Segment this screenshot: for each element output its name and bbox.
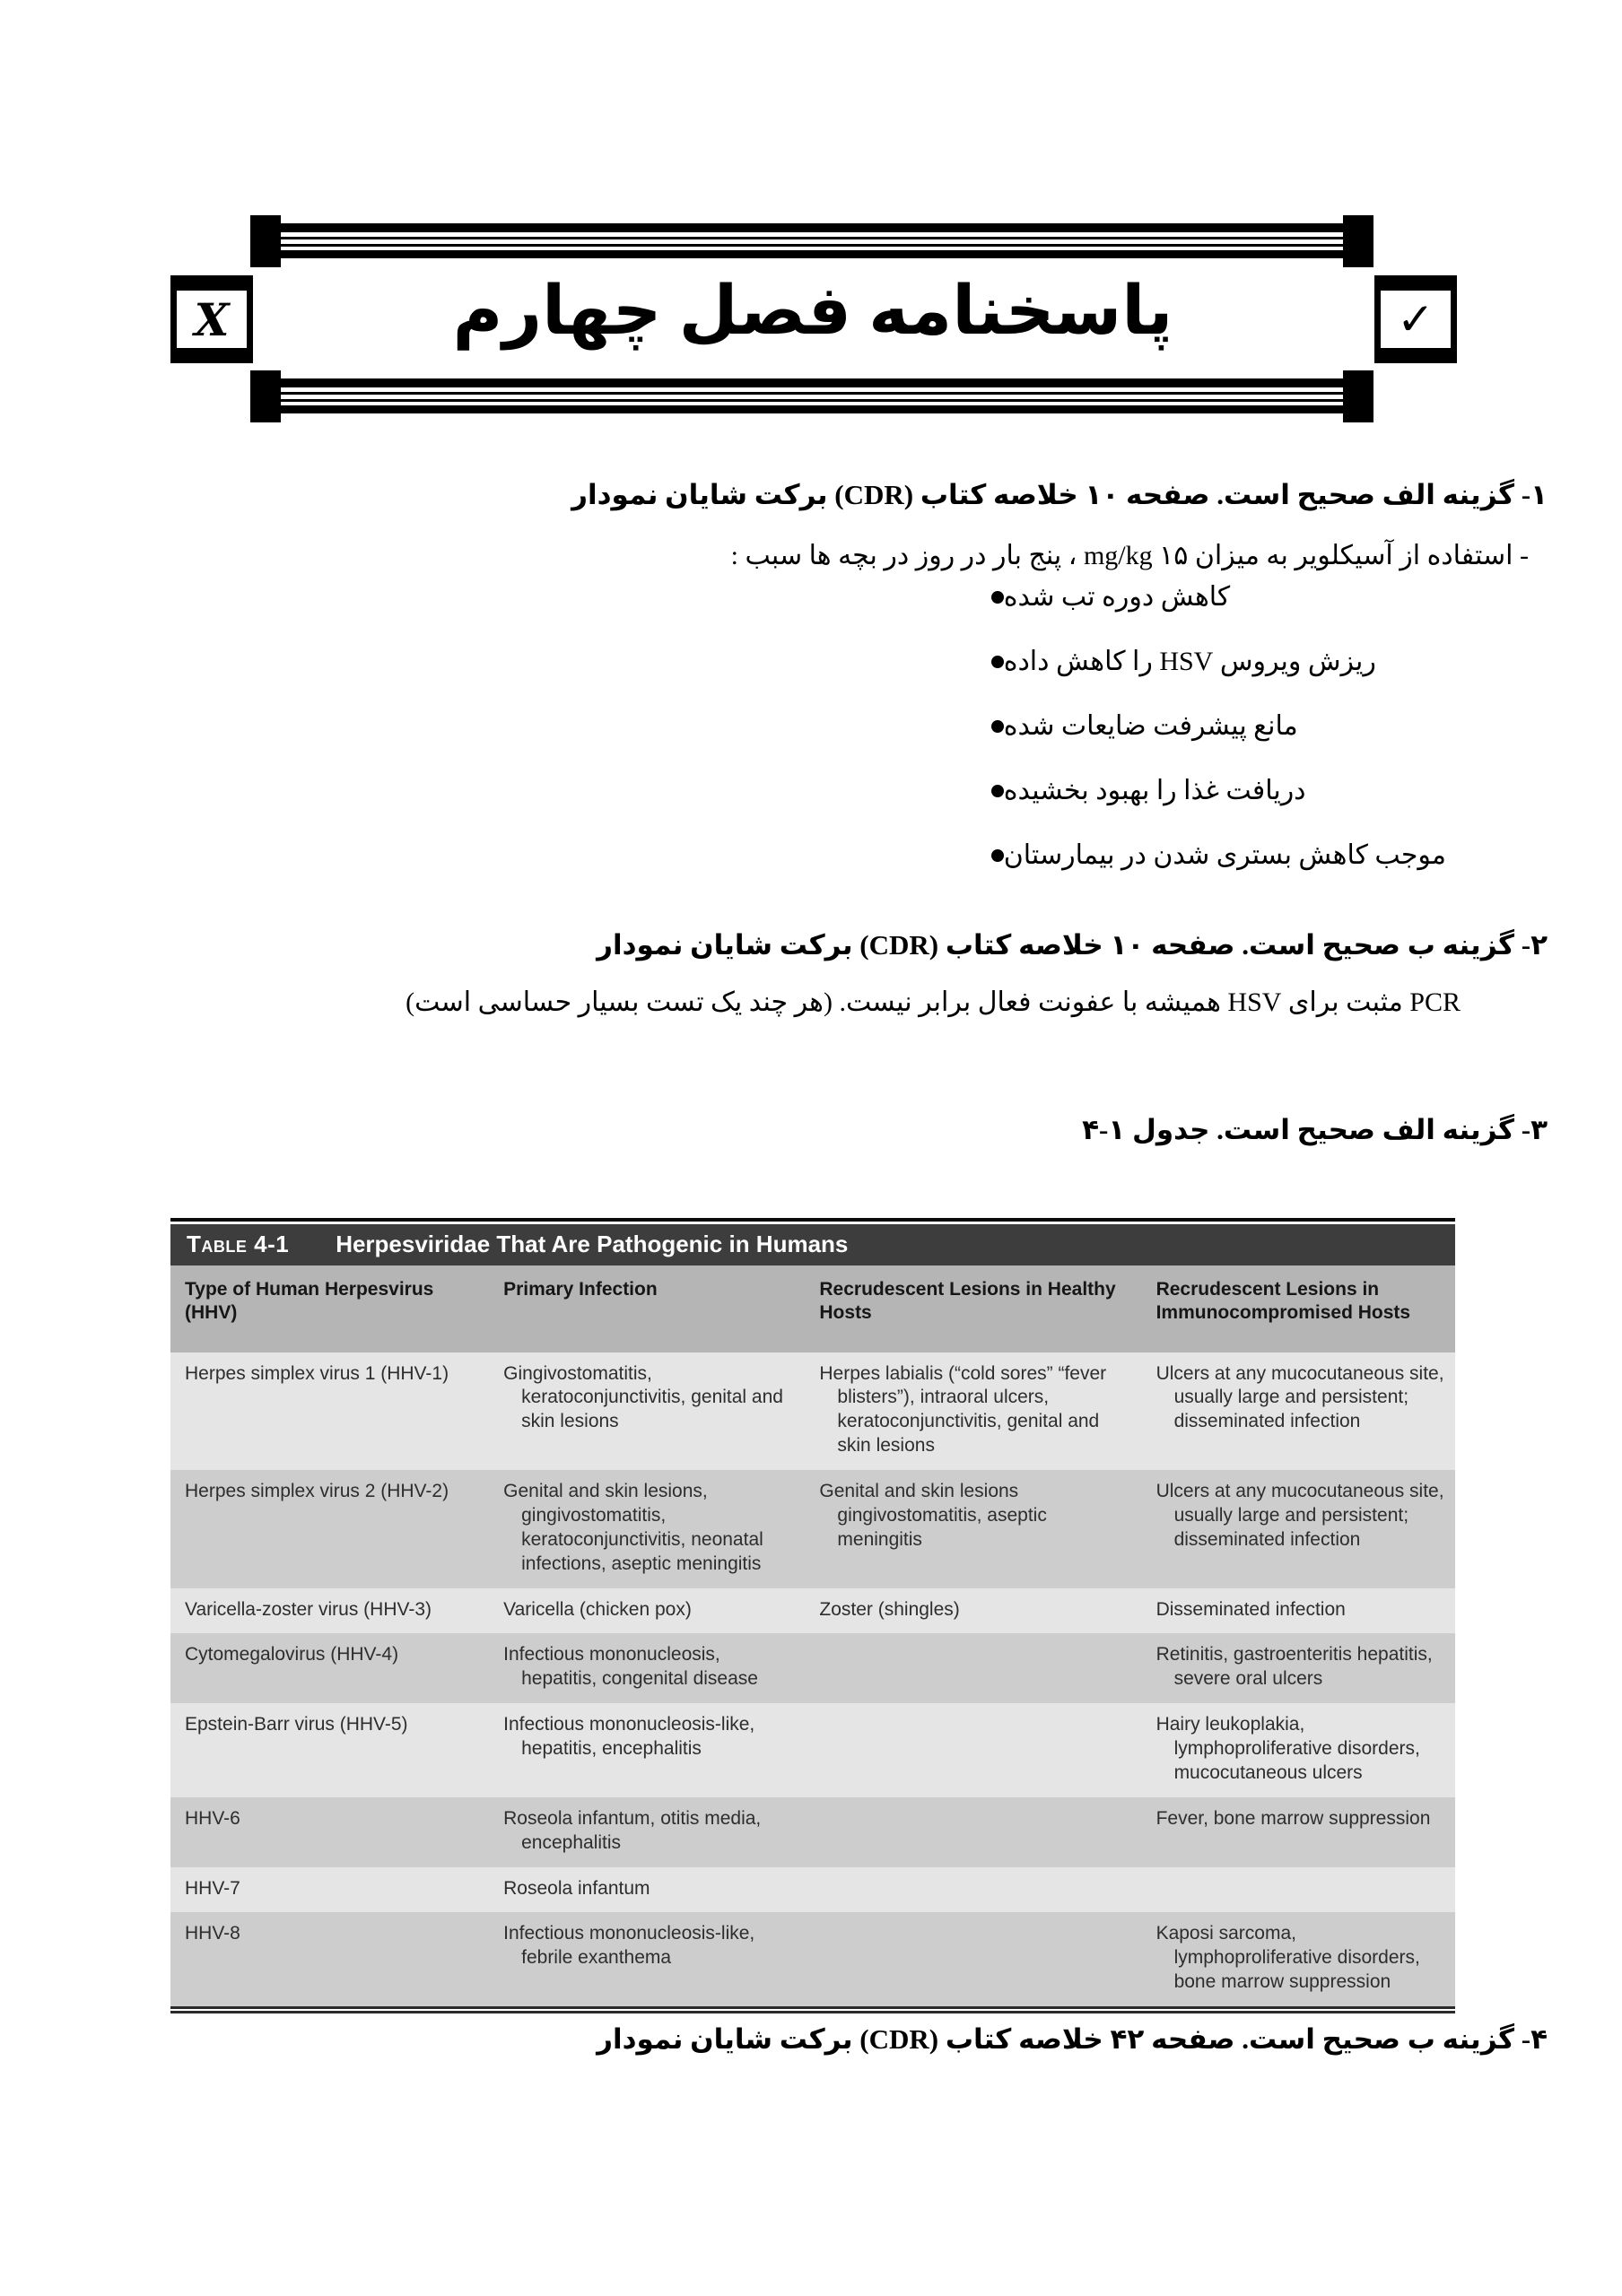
table-row xyxy=(170,1352,1455,1471)
answer-1-bullet-list xyxy=(975,581,1446,904)
answer-1-heading: ۱- گزینه الف صحیح است. صفحه ۱۰ خلاصه کتاب (CDR) برکت شایان نمودار xyxy=(571,479,1548,510)
cell: Varicella (chicken pox) xyxy=(503,1598,692,1620)
banner-bottom-rule xyxy=(269,378,1355,413)
table-row xyxy=(170,1588,1455,1634)
column-header: Recrudescent Lesions in Immunocompromised Hosts xyxy=(1142,1265,1455,1352)
bullet-icon xyxy=(991,785,1004,797)
banner-rule-cap xyxy=(250,215,281,267)
cell: Infectious mononucleosis-like, hepatitis, encephalitis xyxy=(503,1714,755,1759)
cell: Epstein-Barr virus (HHV-5) xyxy=(185,1714,408,1735)
bullet-text: دریافت غذا را بهبود بخشیده xyxy=(1003,776,1306,805)
check-box-icon xyxy=(1374,275,1457,363)
bullet-icon xyxy=(991,656,1004,668)
bullet-icon xyxy=(991,591,1004,604)
banner-rule-cap xyxy=(250,370,281,422)
bullet-text: موجب کاهش بستری شدن در بیمارستان xyxy=(1003,840,1446,870)
banner-top-rule xyxy=(269,223,1355,258)
cell: Retinitis, gastroenteritis hepatitis, severe oral ulcers xyxy=(1155,1644,1433,1690)
list-item xyxy=(975,581,1446,613)
table-row xyxy=(170,1867,1455,1913)
bullet-text: ریزش ویروس HSV را کاهش داده xyxy=(1003,647,1376,676)
column-header: Recrudescent Lesions in Healthy Hosts xyxy=(805,1265,1141,1352)
x-box-icon xyxy=(170,275,253,363)
answer-2-body: PCR مثبت برای HSV همیشه با عفونت فعال برابر نیست. (هر چند یک تست بسیار حساسی است) xyxy=(406,987,1461,1017)
table-row xyxy=(170,1703,1455,1797)
cell: Gingivostomatitis, keratoconjunctivitis, genital and skin lesions xyxy=(503,1362,783,1432)
cell: Infectious mononucleosis-like, febrile exanthema xyxy=(503,1923,755,1969)
table-label: Table 4-1 xyxy=(187,1231,290,1257)
column-header: Primary Infection xyxy=(489,1265,805,1352)
cell: Genital and skin lesions gingivostomatitis, aseptic meningitis xyxy=(819,1481,1047,1550)
table-title: Herpesviridae That Are Pathogenic in Humans xyxy=(336,1231,849,1257)
cell: Herpes simplex virus 2 (HHV-2) xyxy=(185,1481,449,1501)
herpesviridae-table xyxy=(170,1218,1455,2013)
cell: Kaposi sarcoma, lymphoproliferative disorders, bone marrow suppression xyxy=(1155,1923,1420,1993)
list-item xyxy=(975,646,1446,677)
cell: Herpes simplex virus 1 (HHV-1) xyxy=(185,1362,449,1384)
bullet-icon xyxy=(991,720,1004,733)
cell: HHV-6 xyxy=(185,1807,240,1829)
answer-4-heading: ۴- گزینه ب صحیح است. صفحه ۴۲ خلاصه کتاب (CDR) برکت شایان نمودار xyxy=(597,2023,1548,2055)
bullet-icon xyxy=(991,849,1004,862)
table-row xyxy=(170,1633,1455,1703)
cell: Genital and skin lesions, gingivostomatitis, keratoconjunctivitis, neonatal infections, aseptic meningitis xyxy=(503,1481,763,1574)
answer-3-heading: ۳- گزینه الف صحیح است. جدول ۱-۴ xyxy=(1082,1114,1548,1145)
list-item xyxy=(975,775,1446,806)
cell: Varicella-zoster virus (HHV-3) xyxy=(185,1598,432,1620)
bullet-text: مانع پیشرفت ضایعات شده xyxy=(1003,711,1298,741)
cell: Ulcers at any mucocutaneous site, usually large and persistent; disseminated infection xyxy=(1155,1481,1444,1550)
banner-rule-cap xyxy=(1343,215,1373,267)
table-titlebar xyxy=(170,1224,1455,1265)
page-title: پاسخنامه فصل چهارم xyxy=(452,274,1173,349)
bullet-text: کاهش دوره تب شده xyxy=(1003,582,1231,612)
cell: Herpes labialis (“cold sores” “fever blisters”), intraoral ulcers, keratoconjunctivitis, genital and skin lesions xyxy=(819,1362,1107,1457)
check-mark-icon: ✓ xyxy=(1397,293,1435,345)
cell: Roseola infantum xyxy=(503,1877,650,1899)
answer-1-subline: - استفاده از آسیکلویر به میزان ۱۵ mg/kg ، پنج بار در روز در بچه ها سبب : xyxy=(730,541,1529,570)
table-row xyxy=(170,1470,1455,1588)
list-item xyxy=(975,839,1446,871)
column-header: Type of Human Herpesvirus (HHV) xyxy=(170,1265,489,1352)
cell: Infectious mononucleosis, hepatitis, congenital disease xyxy=(503,1644,758,1690)
cell: Zoster (shingles) xyxy=(819,1598,960,1620)
x-mark-icon: X xyxy=(194,292,230,346)
table-row xyxy=(170,1912,1455,2006)
cell: HHV-7 xyxy=(185,1877,240,1899)
table-header-row xyxy=(170,1265,1455,1352)
cell: Roseola infantum, otitis media, encephalitis xyxy=(503,1807,762,1853)
cell: Fever, bone marrow suppression xyxy=(1155,1807,1431,1829)
table-grid xyxy=(170,1265,1455,2006)
cell: Disseminated infection xyxy=(1155,1598,1346,1620)
list-item xyxy=(975,710,1446,742)
cell: Cytomegalovirus (HHV-4) xyxy=(185,1644,399,1665)
banner-rule-cap xyxy=(1343,370,1373,422)
cell: Ulcers at any mucocutaneous site, usually large and persistent; disseminated infection xyxy=(1155,1362,1444,1432)
table-row xyxy=(170,1797,1455,1867)
cell: HHV-8 xyxy=(185,1923,240,1944)
answer-2-heading: ۲- گزینه ب صحیح است. صفحه ۱۰ خلاصه کتاب (CDR) برکت شایان نمودار xyxy=(597,929,1548,961)
cell: Hairy leukoplakia, lymphoproliferative disorders, mucocutaneous ulcers xyxy=(1155,1714,1420,1783)
